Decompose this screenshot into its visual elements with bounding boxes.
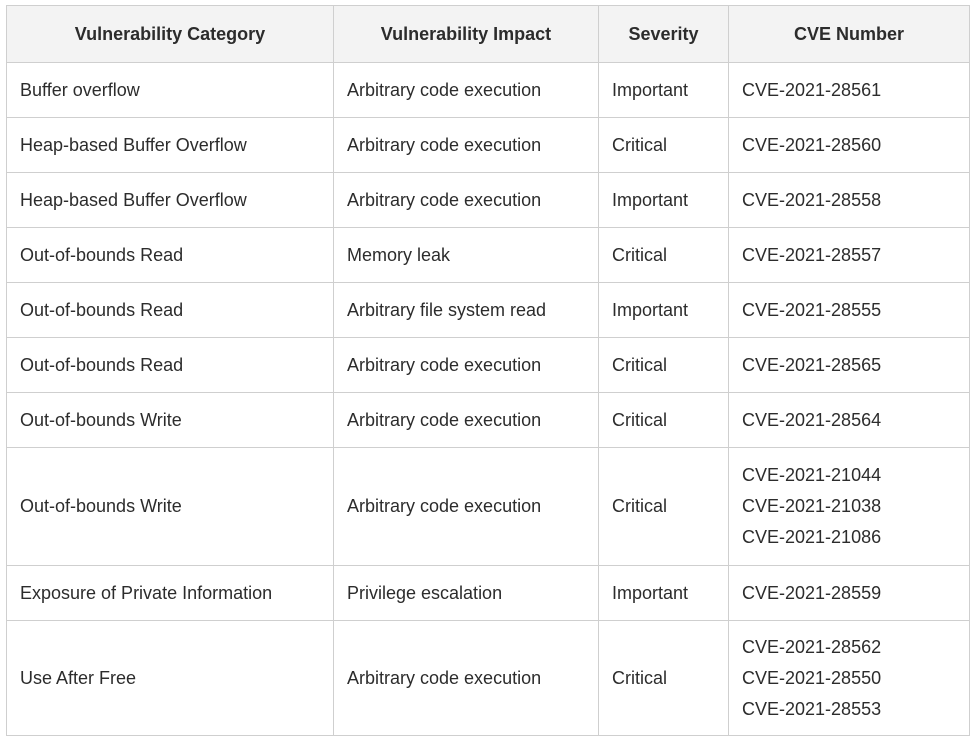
cell-cve [729, 621, 970, 736]
cell-category: Heap-based Buffer Overflow [7, 173, 334, 228]
cell-impact: Memory leak [334, 228, 599, 283]
cell-severity: Important [599, 283, 729, 338]
cell-cve [729, 173, 970, 228]
cve-number: CVE-2021-28562 [742, 636, 882, 657]
cell-category: Out-of-bounds Read [7, 338, 334, 393]
header-cve-number: CVE Number [729, 6, 970, 63]
table-row [7, 283, 970, 338]
cell-category: Out-of-bounds Write [7, 393, 334, 448]
cell-category: Heap-based Buffer Overflow [7, 118, 334, 173]
cve-number: CVE-2021-28557 [742, 244, 882, 265]
cell-severity: Critical [599, 228, 729, 283]
cell-cve [729, 393, 970, 448]
vulnerability-table [6, 5, 970, 736]
cell-severity: Important [599, 63, 729, 118]
cell-impact: Privilege escalation [334, 566, 599, 621]
cell-impact: Arbitrary code execution [334, 173, 599, 228]
cell-severity: Important [599, 173, 729, 228]
cell-cve [729, 118, 970, 173]
cve-number: CVE-2021-21038 [742, 496, 882, 516]
table-row [7, 118, 970, 173]
cell-severity: Critical [599, 118, 729, 173]
table-row [7, 338, 970, 393]
cell-severity: Important [599, 566, 729, 621]
cell-severity: Critical [599, 338, 729, 393]
cell-cve [729, 228, 970, 283]
cell-impact: Arbitrary code execution [334, 338, 599, 393]
cve-number: CVE-2021-28565 [742, 354, 882, 375]
cve-number: CVE-2021-28559 [742, 582, 882, 603]
cve-number: CVE-2021-28560 [742, 134, 882, 155]
table-row [7, 173, 970, 228]
cell-impact: Arbitrary code execution [334, 448, 599, 566]
cell-severity: Critical [599, 393, 729, 448]
table-row [7, 228, 970, 283]
cell-cve [729, 283, 970, 338]
cell-category: Use After Free [7, 621, 334, 736]
cell-severity: Critical [599, 621, 729, 736]
cell-cve [729, 338, 970, 393]
header-vulnerability-impact: Vulnerability Impact [334, 6, 599, 63]
table-header-row [7, 6, 970, 63]
cve-number: CVE-2021-28550 [742, 667, 882, 688]
cve-number: CVE-2021-28555 [742, 299, 882, 320]
cell-impact: Arbitrary file system read [334, 283, 599, 338]
cell-cve [729, 63, 970, 118]
cell-category: Buffer overflow [7, 63, 334, 118]
table-row [7, 63, 970, 118]
cell-impact: Arbitrary code execution [334, 393, 599, 448]
cve-number: CVE-2021-28553 [742, 698, 882, 719]
cell-category: Out-of-bounds Read [7, 283, 334, 338]
cve-number: CVE-2021-21086 [742, 527, 882, 547]
cell-category: Out-of-bounds Write [7, 448, 334, 566]
cell-impact: Arbitrary code execution [334, 621, 599, 736]
cell-severity: Critical [599, 448, 729, 566]
cve-number: CVE-2021-28564 [742, 409, 882, 430]
cell-impact: Arbitrary code execution [334, 63, 599, 118]
cve-number: CVE-2021-21044 [742, 465, 882, 485]
cell-category: Exposure of Private Information [7, 566, 334, 621]
cell-cve [729, 566, 970, 621]
header-severity: Severity [599, 6, 729, 63]
vulnerability-table-container [6, 5, 970, 736]
cell-category: Out-of-bounds Read [7, 228, 334, 283]
cve-number: CVE-2021-28561 [742, 79, 882, 100]
header-vulnerability-category: Vulnerability Category [7, 6, 334, 63]
table-row [7, 621, 970, 736]
cve-number: CVE-2021-28558 [742, 189, 882, 210]
table-row [7, 393, 970, 448]
table-row [7, 448, 970, 566]
cell-impact: Arbitrary code execution [334, 118, 599, 173]
table-row [7, 566, 970, 621]
cell-cve [729, 448, 970, 566]
